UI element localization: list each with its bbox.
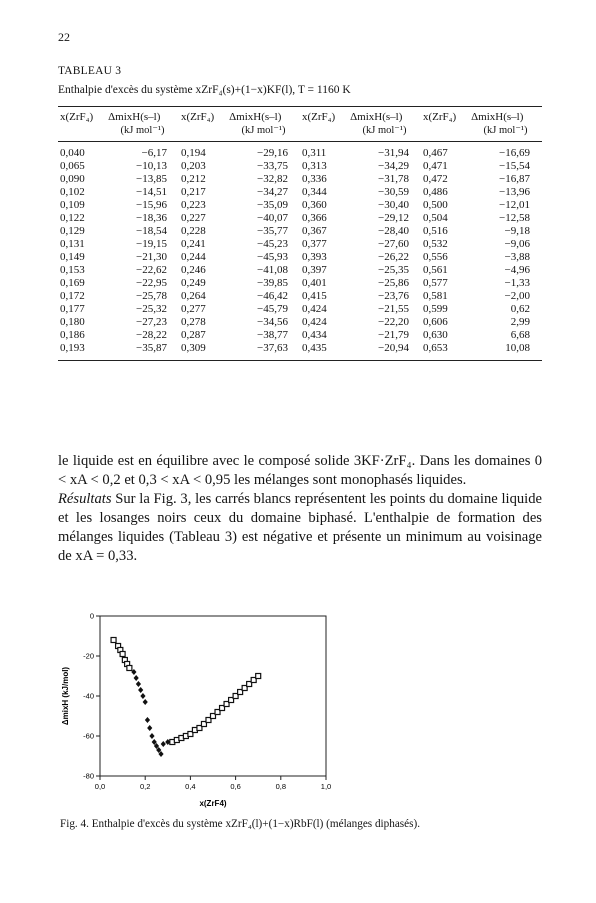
cell-enthalpy: −6,17	[141, 147, 167, 159]
cell-x: 0,277	[180, 303, 206, 315]
cell-enthalpy: −14,51	[136, 186, 167, 198]
y-tick-label: -20	[83, 651, 94, 661]
filled-diamond-point	[134, 675, 139, 681]
y-tick-label: 0	[89, 611, 94, 621]
cell-x: 0,131	[60, 238, 85, 250]
cell-x: 0,393	[301, 251, 327, 263]
cell-enthalpy: 2,99	[510, 316, 530, 328]
cell-enthalpy: 10,08	[469, 342, 542, 361]
cell-x: 0,606	[422, 316, 448, 328]
cell-x: 0,177	[60, 303, 85, 315]
col-header: ΔmixH(s–l)	[106, 107, 179, 125]
x-axis-ticks	[95, 776, 331, 791]
y-tick-label: -40	[83, 691, 94, 701]
y-tick-label: -80	[83, 771, 94, 781]
x-tick-label: 1,0	[320, 782, 332, 791]
cell-enthalpy: −25,35	[377, 264, 409, 276]
paragraph-1: le liquide est en équilibre avec le composé solide 3KF·ZrF₄. Dans les domaines 0 < xA < 0,2 et 0,3 < xA < 0,95 les mélanges sont monophasés liquides.	[58, 453, 542, 488]
cell-enthalpy: −1,33	[504, 277, 530, 289]
table-row	[58, 186, 542, 199]
cell-enthalpy: −9,18	[504, 225, 530, 237]
x-tick-label: 0,4	[185, 782, 196, 791]
cell-enthalpy: −16,69	[499, 147, 530, 159]
cell-enthalpy: −40,07	[257, 212, 288, 224]
cell-x: 0,516	[422, 225, 448, 237]
data-points	[111, 638, 261, 758]
filled-diamond-point	[136, 681, 141, 687]
enthalpy-table	[58, 106, 542, 361]
table-row	[58, 303, 542, 316]
cell-enthalpy: −41,08	[257, 264, 288, 276]
table-title: TABLEAU 3	[58, 65, 122, 77]
col-unit: (kJ mol⁻¹)	[469, 124, 542, 142]
cell-x: 0,471	[422, 160, 448, 172]
cell-enthalpy: −25,32	[136, 303, 167, 315]
cell-enthalpy: −9,06	[504, 238, 530, 250]
col-unit	[58, 124, 106, 142]
cell-enthalpy: −45,79	[257, 303, 288, 315]
cell-enthalpy: −18,36	[136, 212, 167, 224]
cell-enthalpy: −3,88	[504, 251, 530, 263]
cell-enthalpy: 0,62	[510, 303, 530, 315]
cell-enthalpy: −29,16	[257, 147, 288, 159]
cell-x: 0,472	[422, 173, 448, 185]
cell-x: 0,212	[180, 173, 206, 185]
cell-x: 0,193	[58, 342, 106, 361]
cell-x: 0,264	[180, 290, 206, 302]
cell-enthalpy: −21,79	[377, 329, 409, 341]
filled-diamond-point	[143, 699, 148, 705]
y-axis-label: ΔmixH (kJ/mol)	[61, 666, 70, 726]
cell-enthalpy: −13,96	[499, 186, 530, 198]
cell-enthalpy: −22,62	[136, 264, 167, 276]
cell-x: 0,366	[301, 212, 327, 224]
col-unit: (kJ mol⁻¹)	[348, 124, 421, 142]
cell-enthalpy: −29,12	[377, 212, 409, 224]
x-axis-label: x(ZrF4)	[199, 799, 227, 808]
cell-x: 0,090	[60, 173, 85, 185]
cell-enthalpy: −22,20	[377, 316, 409, 328]
open-square-point	[120, 652, 125, 657]
table-unit-row	[58, 124, 542, 142]
col-header: ΔmixH(s–l)	[469, 107, 542, 125]
table-caption: Enthalpie d'excès du système xZrF₄(s)+(1−x)KF(l), T = 1160 K	[58, 84, 351, 96]
cell-enthalpy: −18,54	[136, 225, 167, 237]
cell-x: 0,227	[180, 212, 206, 224]
cell-x: 0,561	[422, 264, 448, 276]
cell-x: 0,653	[421, 342, 469, 361]
cell-x: 0,397	[301, 264, 327, 276]
cell-x: 0,500	[422, 199, 448, 211]
cell-x: 0,360	[301, 199, 327, 211]
cell-x: 0,377	[301, 238, 327, 250]
cell-x: 0,577	[422, 277, 448, 289]
cell-x: 0,203	[180, 160, 206, 172]
cell-enthalpy: −13,85	[136, 173, 167, 185]
cell-enthalpy: −2,00	[504, 290, 530, 302]
cell-enthalpy: −34,56	[257, 316, 288, 328]
cell-enthalpy: −35,77	[257, 225, 288, 237]
x-tick-label: 0,6	[230, 782, 241, 791]
cell-enthalpy: −12,01	[499, 199, 530, 211]
plot-frame	[100, 616, 326, 776]
col-unit	[300, 124, 348, 142]
table-row	[58, 329, 542, 342]
cell-enthalpy: −28,22	[136, 329, 167, 341]
x-tick-label: 0,2	[139, 782, 151, 791]
cell-x: 0,467	[422, 147, 448, 159]
cell-enthalpy: −35,09	[257, 199, 288, 211]
cell-x: 0,278	[180, 316, 206, 328]
cell-x: 0,435	[300, 342, 348, 361]
cell-enthalpy: −10,13	[136, 160, 167, 172]
cell-enthalpy: −33,75	[257, 160, 288, 172]
cell-enthalpy: −19,15	[136, 238, 167, 250]
col-header: x(ZrF₄)	[300, 107, 348, 125]
table-row	[58, 160, 542, 173]
cell-x: 0,153	[60, 264, 85, 276]
col-header: x(ZrF₄)	[179, 107, 227, 125]
table-row	[58, 212, 542, 225]
y-axis-ticks	[83, 612, 100, 781]
cell-enthalpy: −27,60	[377, 238, 409, 250]
cell-enthalpy: −46,42	[257, 290, 288, 302]
cell-x: 0,228	[180, 225, 206, 237]
cell-x: 0,223	[180, 199, 206, 211]
cell-x: 0,241	[180, 238, 206, 250]
table-row	[58, 173, 542, 186]
col-unit	[179, 124, 227, 142]
cell-x: 0,581	[422, 290, 448, 302]
cell-enthalpy: −21,30	[136, 251, 167, 263]
open-square-point	[127, 666, 132, 671]
cell-enthalpy: −15,54	[499, 160, 530, 172]
x-tick-label: 0,8	[275, 782, 287, 791]
table-row	[58, 316, 542, 329]
cell-enthalpy: −20,94	[348, 342, 421, 361]
filled-diamond-point	[140, 693, 145, 699]
col-unit: (kJ mol⁻¹)	[106, 124, 179, 142]
col-header: ΔmixH(s–l)	[348, 107, 421, 125]
cell-x: 0,065	[60, 160, 85, 172]
page-number: 22	[58, 30, 70, 44]
cell-enthalpy: −15,96	[136, 199, 167, 211]
table-row	[58, 225, 542, 238]
cell-x: 0,424	[301, 303, 327, 315]
cell-x: 0,401	[301, 277, 327, 289]
col-header: x(ZrF₄)	[58, 107, 106, 125]
cell-enthalpy: −30,59	[377, 186, 409, 198]
body-text	[58, 452, 542, 566]
cell-enthalpy: −38,77	[257, 329, 288, 341]
cell-enthalpy: −31,94	[377, 147, 409, 159]
table-row	[58, 199, 542, 212]
table-body	[58, 142, 542, 361]
cell-x: 0,040	[60, 147, 85, 159]
cell-x: 0,367	[301, 225, 327, 237]
y-tick-label: -60	[83, 731, 94, 741]
cell-enthalpy: −37,63	[227, 342, 300, 361]
table-header-row	[58, 107, 542, 125]
cell-x: 0,186	[60, 329, 85, 341]
cell-x: 0,149	[60, 251, 85, 263]
cell-x: 0,504	[422, 212, 448, 224]
cell-x: 0,194	[180, 147, 206, 159]
cell-x: 0,486	[422, 186, 448, 198]
cell-enthalpy: −25,78	[136, 290, 167, 302]
cell-x: 0,336	[301, 173, 327, 185]
cell-x: 0,556	[422, 251, 448, 263]
cell-enthalpy: −25,86	[377, 277, 409, 289]
cell-x: 0,309	[179, 342, 227, 361]
cell-x: 0,415	[301, 290, 327, 302]
cell-enthalpy: −12,58	[499, 212, 530, 224]
cell-x: 0,311	[301, 147, 327, 159]
cell-enthalpy: −27,23	[136, 316, 167, 328]
figure-caption: Fig. 4. Enthalpie d'excès du système xZrF₄(l)+(1−x)RbF(l) (mélanges diphasés).	[60, 818, 420, 830]
table-row	[58, 277, 542, 290]
cell-enthalpy: −32,82	[257, 173, 288, 185]
cell-enthalpy: −22,95	[136, 277, 167, 289]
cell-x: 0,122	[60, 212, 85, 224]
cell-x: 0,249	[180, 277, 206, 289]
filled-diamond-point	[145, 717, 150, 723]
col-unit: (kJ mol⁻¹)	[227, 124, 300, 142]
open-square-point	[111, 638, 116, 643]
filled-diamond-point	[147, 725, 152, 731]
table-row	[58, 251, 542, 264]
col-header: x(ZrF₄)	[421, 107, 469, 125]
cell-x: 0,102	[60, 186, 85, 198]
table-row	[58, 142, 542, 161]
cell-enthalpy: −16,87	[499, 173, 530, 185]
cell-enthalpy: −4,96	[504, 264, 530, 276]
cell-enthalpy: −31,78	[377, 173, 409, 185]
cell-x: 0,217	[180, 186, 206, 198]
cell-x: 0,599	[422, 303, 448, 315]
cell-enthalpy: −39,85	[257, 277, 288, 289]
cell-enthalpy: −28,40	[377, 225, 409, 237]
cell-x: 0,180	[60, 316, 85, 328]
cell-x: 0,630	[422, 329, 448, 341]
cell-x: 0,344	[301, 186, 327, 198]
cell-x: 0,532	[422, 238, 448, 250]
cell-x: 0,172	[60, 290, 85, 302]
filled-diamond-point	[161, 741, 166, 747]
cell-enthalpy: 6,68	[510, 329, 530, 341]
cell-x: 0,109	[60, 199, 85, 211]
table-row	[58, 264, 542, 277]
cell-x: 0,244	[180, 251, 206, 263]
results-label: Résultats	[58, 491, 112, 507]
cell-enthalpy: −26,22	[377, 251, 409, 263]
cell-enthalpy: −34,27	[257, 186, 288, 198]
cell-enthalpy: −34,29	[377, 160, 409, 172]
col-header: ΔmixH(s–l)	[227, 107, 300, 125]
open-square-point	[256, 674, 261, 679]
table-row	[58, 342, 542, 361]
cell-x: 0,287	[180, 329, 206, 341]
cell-x: 0,434	[301, 329, 327, 341]
cell-x: 0,424	[301, 316, 327, 328]
cell-enthalpy: −45,93	[257, 251, 288, 263]
cell-x: 0,313	[301, 160, 327, 172]
filled-diamond-point	[138, 687, 143, 693]
cell-enthalpy: −21,55	[377, 303, 409, 315]
filled-diamond-point	[149, 733, 154, 739]
enthalpy-chart	[58, 608, 358, 813]
x-tick-label: 0,0	[94, 782, 106, 791]
cell-enthalpy: −23,76	[377, 290, 409, 302]
cell-enthalpy: −45,23	[257, 238, 288, 250]
cell-enthalpy: −35,87	[106, 342, 179, 361]
table-row	[58, 290, 542, 303]
table-row	[58, 238, 542, 251]
paragraph-2	[58, 490, 542, 566]
col-unit	[421, 124, 469, 142]
cell-x: 0,246	[180, 264, 206, 276]
cell-x: 0,129	[60, 225, 85, 237]
cell-enthalpy: −30,40	[377, 199, 409, 211]
paragraph-2-text: Sur la Fig. 3, les carrés blancs représentent les points du domaine liquide et les losanges noirs ceux du domaine biphasé. L'enthalpie de formation des mélanges liquides (Tableau 3) est négative et présente un minimum au voisinage de xA = 0,33.	[58, 491, 542, 564]
cell-x: 0,169	[60, 277, 85, 289]
